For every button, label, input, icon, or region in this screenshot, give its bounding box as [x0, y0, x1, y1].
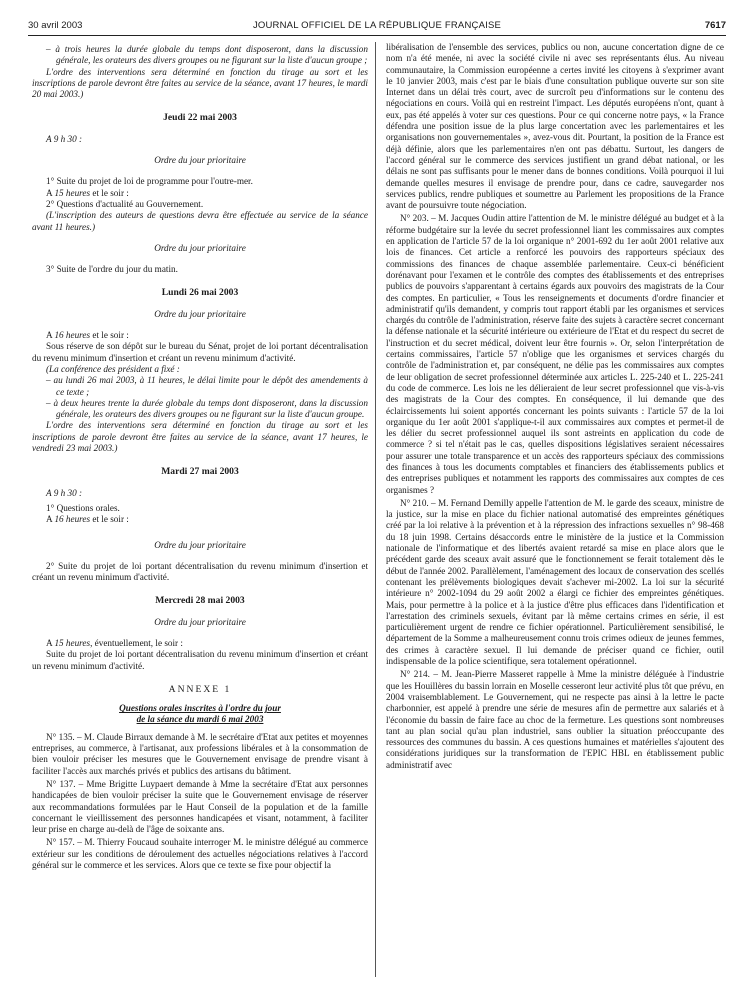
question-210: N° 210. – M. Fernand Demilly appelle l'attention de M. le garde des sceaux, ministre de la justice, sur la mise en place du fichier national automatisé des empreintes génétiques créé par la loi relative à la prévention et à la répression des infractions sexuelles n° 98-468 du 18 juin 1998. Certains désaccords entre le ministère de la justice et la Commission nationale de l'informatique et des libertés avaient retardé sa mise en place alors que le précédent garde des sceaux avait assuré que le fonctionnement se ferait totalement dès le début de l'année 2002. Parallèlement, l'aménagement des locaux de conservation des scellés contenant les prélèvements biologiques devait s'achever mi-2002. La loi sur la sécurité intérieure n° 2002-1094 du 29 août 2002 a élargi ce fichier des empreintes génétiques. Mais, pour permettre à la police et à la justice d'être plus efficaces dans l'identification et l'arrestation des criminels sexuels, évitant par là même certains crimes en série, il est particulièrement urgent de rendre ce fichier opérationnel. Particulièrement sensibilisé, le département de la Somme a malheureusement connu trois crimes odieux de jeunes femmes, des crimes à caractère sexuel. Il lui demande de préciser quand ce fichier, outil indispensable de la police scientifique, sera totalement opérationnel. [386, 497, 724, 667]
lundi-text: Sous réserve de son dépôt sur le bureau du Sénat, projet de loi portant décentralisation du revenu minimum d'insertion et créant un revenu minimum d'activité. [32, 341, 368, 363]
annexe-subtitle-line2: de la séance du mardi 6 mai 2003 [136, 714, 264, 725]
question-135: N° 135. – M. Claude Birraux demande à M. le secrétaire d'Etat aux petites et moyennes entreprises, au commerce, à l'artisanat, aux professions libérales et à la consommation de bien vouloir préciser les mesures que le Gouvernement envisage de prendre visant à faciliter l'accès aux marchés privés et publics des artisans du bâtiment. [32, 731, 368, 776]
ojp-jeudi: Ordre du jour prioritaire [154, 155, 246, 166]
lundi-dash1: – au lundi 26 mai 2003, à 11 heures, le délai limite pour le dépôt des amendements à ce texte ; [46, 375, 368, 397]
header-title: JOURNAL OFFICIEL DE LA RÉPUBLIQUE FRANÇAISE [252, 20, 502, 31]
question-157: N° 157. – M. Thierry Foucaud souhaite interroger M. le ministre délégué au commerce extérieur sur les conditions de déroulement des actuelles négociations relatives à l'accord général sur le commerce et les services. Alors que ce texte se fixe pour objectif la [32, 837, 368, 871]
page-header [28, 20, 726, 36]
time-mardi: A 9 h 30 : [46, 487, 83, 498]
ojp-mercredi: Ordre du jour prioritaire [154, 616, 246, 627]
jeudi-item4: 3° Suite de l'ordre du jour du matin. [46, 264, 178, 275]
jeudi-item3-note: (L'inscription des auteurs de questions devra être effectuée au service de la séance avant 11 heures.) [32, 210, 368, 232]
question-137: N° 137. – Mme Brigitte Luypaert demande à Mme la secrétaire d'Etat aux personnes handicapées de bien vouloir préciser la suite que le Gouvernement envisage de réserver aux recommandations formulées par le Haut Conseil de la population et de la famille concernant le vieillissement des personnes handicapées et visant, notamment, à faciliter leur prise en charge au-delà de l'âge de soixante ans. [32, 778, 368, 835]
jeudi-item1: 1° Suite du projet de loi de programme pour l'outre-mer. [46, 176, 253, 187]
annexe-subtitle-line1: Questions orales inscrites à l'ordre du jour [119, 703, 281, 714]
mercredi-text: Suite du projet de loi portant décentralisation du revenu minimum d'insertion et créant un revenu minimum d'activité. [32, 649, 368, 671]
lundi-dash2: – à deux heures trente la durée globale du temps dont disposeront, dans la discussion générale, les orateurs des divers groupes ou ne figurant sur la liste d'aucun groupe. [46, 397, 368, 420]
ojp-lundi: Ordre du jour prioritaire [154, 308, 246, 319]
lundi-conf: (La conférence des président a fixé : [46, 363, 180, 374]
header-date: 30 avril 2003 [28, 20, 83, 31]
header-rule [28, 35, 726, 36]
lundi-time: A 16 heures et le soir : [46, 330, 129, 341]
header-page-number: 7617 [704, 20, 726, 31]
mardi-item3: 2° Suite du projet de loi portant décentralisation du revenu minimum d'insertion et créant un revenu minimum d'activité. [32, 560, 368, 583]
day-title-mardi: Mardi 27 mai 2003 [161, 466, 239, 478]
ojp-jeudi-2: Ordre du jour prioritaire [154, 242, 246, 253]
day-title-lundi: Lundi 26 mai 2003 [161, 287, 239, 299]
intro-order: L'ordre des interventions sera déterminé en fonction du tirage au sort et les inscriptions de parole devront être faites au service de la séance, avant 17 heures, le mardi 20 mai 2003.) [32, 66, 368, 100]
question-214: N° 214. – M. Jean-Pierre Masseret rappelle à Mme la ministre déléguée à l'industrie que les Houillères du bassin lorrain en Moselle cesseront leur activité plus tôt que prévu, en 2004 vraisemblablement. Le Gouvernement, qui ne respecte pas ainsi à la lettre le pacte charbonnier, est appelé à prendre une série de mesures afin de permettre aux salariés et à l'économie du bassin de faire face au choc de la fermeture. Les questions sont nombreuses tant au plan social qu'au plan industriel, sans oublier la situation préoccupante des ressources des communes du bassin. A ces questions humaines et matérielles s'ajoutent des considérations juridiques sur la transformation de l'EPIC HBL en établissement public administratif avec [386, 669, 724, 770]
day-title-jeudi: Jeudi 22 mai 2003 [163, 112, 237, 124]
annexe-title: ANNEXE 1 [168, 683, 232, 695]
annexe-subtitle [32, 703, 368, 726]
time-jeudi: A 9 h 30 : [46, 133, 83, 144]
column-divider [375, 42, 376, 977]
question-203: N° 203. – M. Jacques Oudin attire l'attention de M. le ministre délégué au budget et à la réforme budgétaire sur la levée du secret professionnel liant les commissaires aux comptes en application de l'article 57 de la loi organique n° 2001-692 du 1er août 2001 relative aux lois de finances. Cet article a renforcé les pouvoirs des rapporteurs spéciaux des commissions des finances de chaque assemblée parlementaire. Ceux-ci bénéficient dorénavant pour l'examen et le contrôle des comptes des établissements et des entreprises publics de pouvoirs s'apparentant à certains égards aux pouvoirs des magistrats de la Cour des comptes. En particulier, « Tous les renseignements et documents d'ordre financier et administratif qu'ils demandent, y compris tout rapport établi par les organismes et services chargés du contrôle de l'administration, réserve faite des sujets à caractère secret concernant la défense nationale et la sécurité intérieure ou extérieure de l'Etat et du respect du secret de l'instruction et du secret médical, doivent leur être fournis ». Or, selon l'interprétation de certains commissaires, l'article 57 n'oblige que les organismes et services chargés du contrôle de l'administration et, par conséquent, ne délie pas les commissaires aux comptes de leur obligation de secret professionnel déterminée aux articles L. 225-240 et L. 225-241 du code de commerce. Les lois ne les délieraient de leur secret professionnel que vis-à-vis des magistrats de la Cour des comptes. En conséquence, il lui demande que des éclaircissements lui soient apportés concernant les points suivants : l'article 57 de la loi organique du 1er août 2001 s'applique-t-il aux commissaires aux comptes et permet-il de les délier du secret professionnel auquel ils sont astreints en application du code de commerce ? si tel n'était pas le cas, quelles dispositions législatives seraient nécessaires pour assurer une totale transparence et un accès des rapporteurs spéciaux des commissions des finances à tous les documents comptables et financiers des établissements publics et des entreprises publiques et notamment les rapports des commissaires aux comptes de ces organismes ? [386, 213, 724, 495]
mardi-item2: A 16 heures et le soir : [46, 514, 129, 525]
jeudi-item2: A 15 heures et le soir : [46, 187, 129, 198]
day-title-mercredi: Mercredi 28 mai 2003 [155, 595, 245, 607]
right-column [386, 42, 724, 773]
jeudi-item3: 2° Questions d'actualité au Gouvernement. [46, 198, 204, 209]
lundi-order: L'ordre des interventions sera déterminé en fonction du tirage au sort et les inscriptions de parole devront être faites au service de la séance, avant 17 heures, le vendredi 23 mai 2003.) [32, 420, 368, 454]
mercredi-time: A 15 heures, éventuellement, le soir : [46, 637, 183, 648]
question-157-continued: libéralisation de l'ensemble des services, publics ou non, aucune concertation digne de ce nom n'a été menée, ni avec la société civile ni avec ses représentants élus. Au niveau communautaire, la Commission européenne a certes invité les citoyens à s'exprimer avant le 10 janvier 2003, mais c'est par le biais d'une consultation publique ouverte sur son site Internet dans un délai très court, avec de surcroît peu d'informations sur le contenu des négociations en cours. Voilà qui en restreint l'impact. Les députés européens n'ont, quant à eux, pas été appelés à voter sur ces questions. Pour ce qui concerne notre pays, « la France défendra une position issue de la plus large concertation avec les parlementaires et les organisations non gouvernementales », avez-vous dit. Pourtant, la position de la France est déjà définie, alors que les parlementaires n'en ont pas débattu. Surtout, les dangers de l'accord général sur le commerce des services justifient un grand débat national, or les délais ne sont pas suffisants pour le mener dans de bonnes conditions. Voilà pourquoi il lui demande quelles mesures il envisage de prendre pour, dans ce cadre, sauvegarder nos services publics, rendre publiques et soumettre au Parlement les propositions de la France avant de poursuivre toute négociation. [386, 42, 724, 211]
ojp-mardi: Ordre du jour prioritaire [154, 539, 246, 550]
mardi-item1: 1° Questions orales. [46, 502, 120, 513]
intro-dash: – à trois heures la durée globale du temps dont disposeront, dans la discussion générale, les orateurs des divers groupes ou ne figurant sur la liste d'aucun groupe ; [46, 44, 368, 66]
left-column [32, 42, 368, 873]
